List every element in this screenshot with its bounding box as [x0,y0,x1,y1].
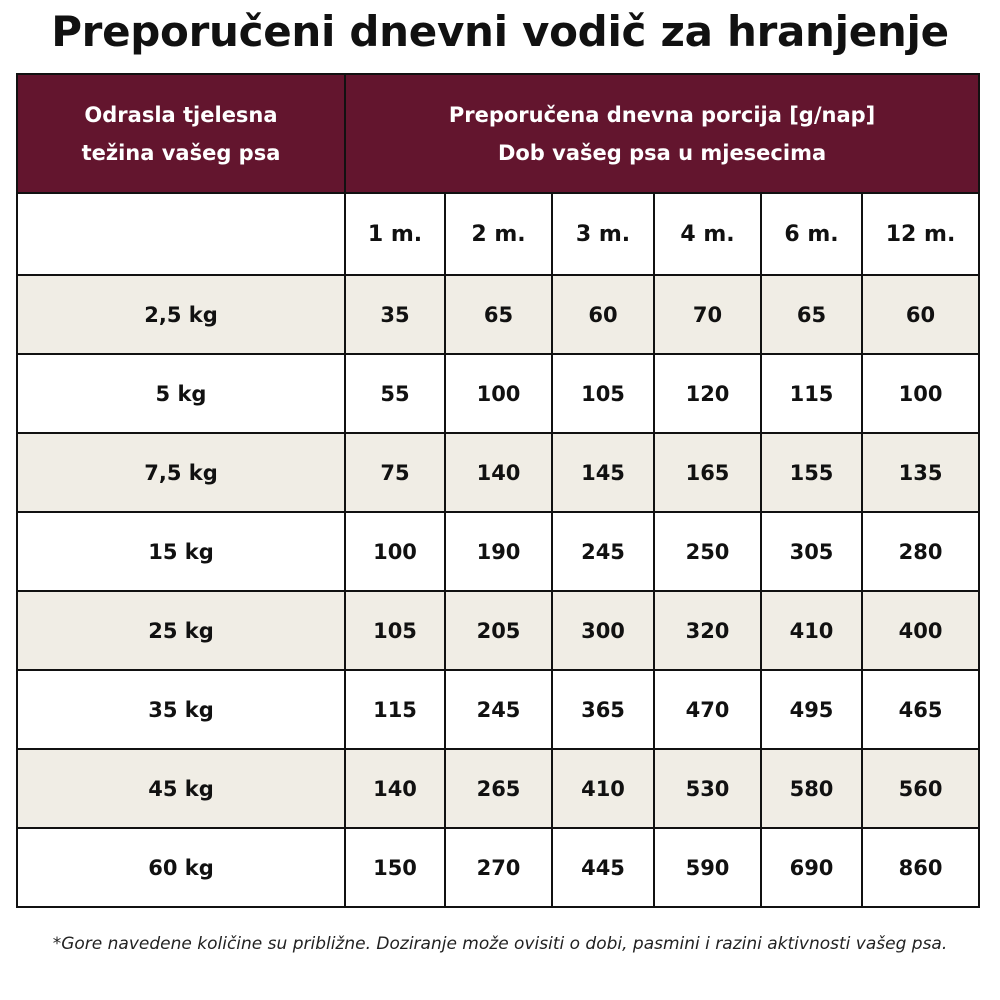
table-row [17,512,979,591]
portion-cell: 55 [345,354,445,433]
weight-cell: 15 kg [17,512,345,591]
age-column-header: 12 m. [862,193,979,275]
portion-cell: 145 [552,433,654,512]
portion-cell: 860 [862,828,979,907]
portion-header-line2: Dob vašeg psa u mjesecima [497,140,827,165]
age-column-header: 4 m. [654,193,761,275]
portion-cell: 465 [862,670,979,749]
portion-cell: 245 [445,670,552,749]
portion-cell: 205 [445,591,552,670]
weight-cell: 60 kg [17,828,345,907]
portion-cell: 250 [654,512,761,591]
portion-cell: 410 [761,591,862,670]
portion-cell: 190 [445,512,552,591]
portion-cell: 495 [761,670,862,749]
portion-cell: 70 [654,275,761,354]
portion-cell: 100 [445,354,552,433]
portion-cell: 35 [345,275,445,354]
portion-cell: 445 [552,828,654,907]
portion-cell: 105 [345,591,445,670]
portion-cell: 140 [445,433,552,512]
portion-cell: 580 [761,749,862,828]
portion-cell: 590 [654,828,761,907]
table-row [17,749,979,828]
portion-cell: 320 [654,591,761,670]
age-column-header: 2 m. [445,193,552,275]
portion-cell: 305 [761,512,862,591]
portion-cell: 560 [862,749,979,828]
portion-cell: 270 [445,828,552,907]
portion-cell: 105 [552,354,654,433]
weight-cell: 2,5 kg [17,275,345,354]
weight-cell: 45 kg [17,749,345,828]
table-row [17,354,979,433]
portion-cell: 265 [445,749,552,828]
portion-cell: 60 [552,275,654,354]
portion-cell: 115 [345,670,445,749]
weight-column-header [17,74,345,193]
table-row [17,275,979,354]
feeding-table [16,73,980,908]
portion-cell: 100 [345,512,445,591]
portion-cell: 115 [761,354,862,433]
portion-cell: 280 [862,512,979,591]
portion-cell: 530 [654,749,761,828]
weight-header-line2: težina vašeg psa [81,140,281,165]
portion-cell: 400 [862,591,979,670]
age-column-header: 1 m. [345,193,445,275]
portion-cell: 470 [654,670,761,749]
portion-cell: 165 [654,433,761,512]
table-row [17,433,979,512]
table-header-row [17,74,979,193]
portion-header-line1: Preporučena dnevna porcija [g/nap] [448,102,876,127]
weight-cell: 7,5 kg [17,433,345,512]
weight-cell: 5 kg [17,354,345,433]
portion-cell: 155 [761,433,862,512]
portion-cell: 120 [654,354,761,433]
portion-cell: 65 [761,275,862,354]
portion-cell: 135 [862,433,979,512]
age-column-header: 6 m. [761,193,862,275]
portion-cell: 365 [552,670,654,749]
age-header-empty-cell [17,193,345,275]
page-title: Preporučeni dnevni vodič za hranjenje [51,7,949,56]
portion-cell: 75 [345,433,445,512]
portion-cell: 65 [445,275,552,354]
weight-cell: 25 kg [17,591,345,670]
portion-cell: 300 [552,591,654,670]
weight-header-line1: Odrasla tjelesna [84,102,278,127]
weight-cell: 35 kg [17,670,345,749]
footnote: *Gore navedene količine su približne. Doziranje može ovisiti o dobi, pasmini i razini aktivnosti vašeg psa. [52,934,948,954]
table-row [17,828,979,907]
portion-cell: 245 [552,512,654,591]
table-row [17,670,979,749]
table-body [17,275,979,907]
portion-cell: 100 [862,354,979,433]
table-row [17,591,979,670]
age-header-row [17,193,979,275]
portion-cell: 410 [552,749,654,828]
portion-column-header [345,74,979,193]
age-column-header: 3 m. [552,193,654,275]
portion-cell: 690 [761,828,862,907]
portion-cell: 60 [862,275,979,354]
portion-cell: 150 [345,828,445,907]
portion-cell: 140 [345,749,445,828]
